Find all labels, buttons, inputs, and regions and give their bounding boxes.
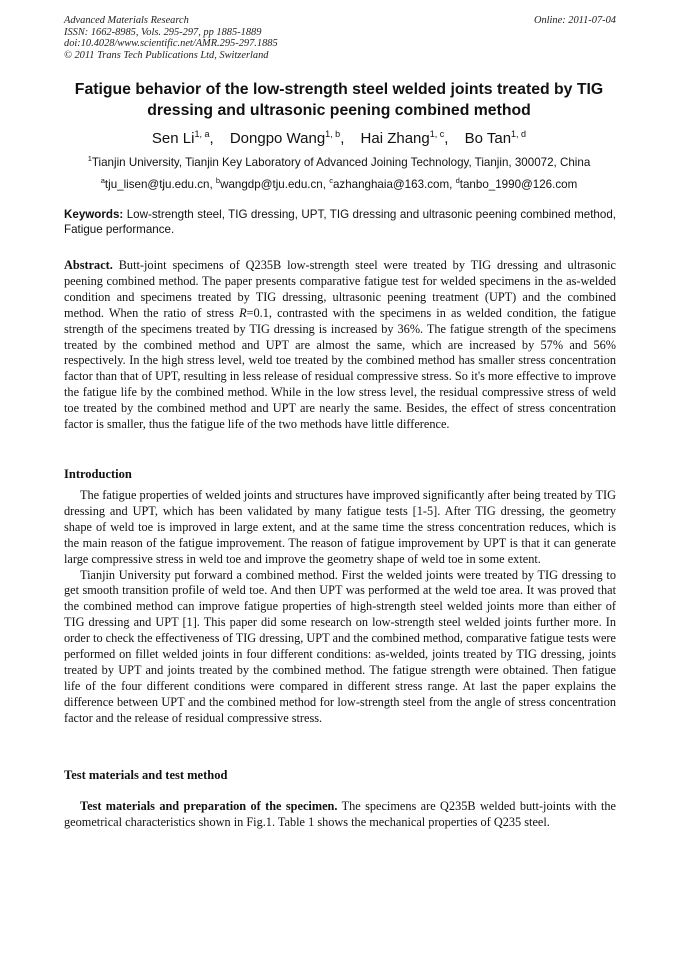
email-sup: c [329,176,333,185]
author-name: Dongpo Wang [229,130,326,147]
abstract [64,258,616,433]
author-sup: 1, c [429,129,445,139]
test-section-heading: Test materials and test method [64,768,228,782]
issn-line: ISSN: 1662-8985, Vols. 295-297, pp 1885-1889 [64,26,262,38]
test-text: The specimens are Q235B welded butt-joints with the geometrical characteristics shown in Fig.1. Table 1 shows the mechanical properties of Q235 steel. [64,799,617,829]
copyright-line: © 2011 Trans Tech Publications Ltd, Switzerland [64,49,269,61]
introduction-heading: Introduction [64,467,132,481]
test-subheading: Test materials and preparation of the specimen. [80,799,338,813]
intro-paragraph: The fatigue properties of welded joints and structures have improved significantly after being treated by TIG dressing and UPT, which has been validated by many fatigue tests [1-5]. After TIG dressing, the geometry shape of weld toe is improved in large extent, and at the same time the stress concentration reduces, which is the main reason of the fatigue improvement. The reason of fatigue improvement by UPT is that it can generate large compressive stress in weld toe and improve the geometry shape of weld toe in some extent. [64,488,616,566]
affiliation-sup: 1 [87,154,92,163]
stress-ratio-symbol: R [239,305,247,320]
keywords-label: Keywords: [64,208,124,221]
author: Dongpo Wang$^{1, b}$, [229,129,345,147]
author [465,130,526,147]
introduction-body [64,488,616,727]
doi-line: doi:10.4028/www.scientific.net/AMR.295-297.1885 [64,38,278,50]
author: Sen Li$^{1, a}$, [151,129,214,147]
author-name: Sen Li [151,130,195,147]
keywords [64,207,616,237]
author-sup: 1, a [194,129,210,139]
author: Hai Zhang$^{1, c}$, [360,129,449,147]
email-sup: b [215,176,221,185]
email-link[interactable]: tju_lisen@tju.edu.cn, [104,177,216,191]
email-link[interactable]: wangdp@tju.edu.cn, [220,177,330,191]
author-sup: 1, d [511,129,527,139]
email-sup: d [455,176,460,185]
paper-title: Fatigue behavior of the low-strength steel welded joints treated by TIG dressing and ultrasonic peening combined method [74,81,604,119]
email-link[interactable]: tanbo_1990@126.com [459,177,578,191]
abstract-label: Abstract. [64,258,113,272]
email-link[interactable]: azhanghaia@163.com, [332,177,456,191]
abstract-text-1: Butt-joint specimens of Q235B low-strength steel were treated by TIG dressing and ultrasonic peening combined method. The paper presents comparative fatigue test for welded specimens in the as-welded condition and specimens treated by TIG dressing, ultrasonic peening treatment (UPT) and the combined method. When the ratio of stress [64,258,616,320]
online-date: Online: 2011-07-04 [533,15,616,26]
abstract-paragraph [64,258,616,433]
test-section-body [64,799,616,831]
email-sup: a [100,176,105,185]
journal-header [64,15,616,61]
affiliation-text: Tianjin University, Tianjin Key Laboratory of Advanced Joining Technology, Tianjin, 300072, China [91,155,591,169]
author-name: Hai Zhang [360,130,430,147]
keywords-text: Low-strength steel, TIG dressing, UPT, TIG dressing and ultrasonic peening combined method, Fatigue performance. [64,208,616,236]
author-list [30,125,648,148]
test-paragraph [64,799,616,831]
intro-paragraph: Tianjin University put forward a combined method. First the welded joints were treated by TIG dressing to get smooth transition profile of weld toe. And then UPT was performed at the weld toe area. It was proved that the combined method can improve fatigue properties of high-strength steel welded joints more than either of TIG dressing and UPT [1]. This paper did some research on low-strength steel welded joints further more. In order to check the effectiveness of TIG dressing, UPT and the combined method, comparative fatigue tests were performed on fillet welded joints in four different conditions: as-welded, joints treated by TIG dressing, joints treated by UPT and joints treated by the combined method. The fatigue strength were obtained. Then fatigue life of the four different conditions were compared in different stress range. At last the paper explains the difference between UPT and the combined method for low-strength steel from the angle of stress concentration factor and the release of residual compressive stress. [64,567,616,725]
author-sup: 1, b [325,129,341,139]
email-list [30,174,648,192]
affiliation [30,152,648,170]
abstract-text-2: =0.1, contrasted with the specimens in as welded condition, the fatigue strength of the specimens treated by TIG dressing is increased by 36%. The fatigue strength of the specimens treated by the combined method and UPT are almost the same, which are increased by 57% and 56% respectively. In the high stress level, weld toe treated by the combined method has smaller stress concentration factor than that of UPT, resulting in less release of residual compressive stress. So it's more effective to improve the fatigue life by the combined method. While in the low stress level, the residual compressive stress of weld toe treated by the combined method and UPT are nearly the same. Besides, the effect of stress concentration factor is smaller, thus the fatigue life of the two methods have little difference. [64,305,616,432]
author-name: Bo Tan [464,130,512,147]
journal-name: Advanced Materials Research [64,15,189,26]
